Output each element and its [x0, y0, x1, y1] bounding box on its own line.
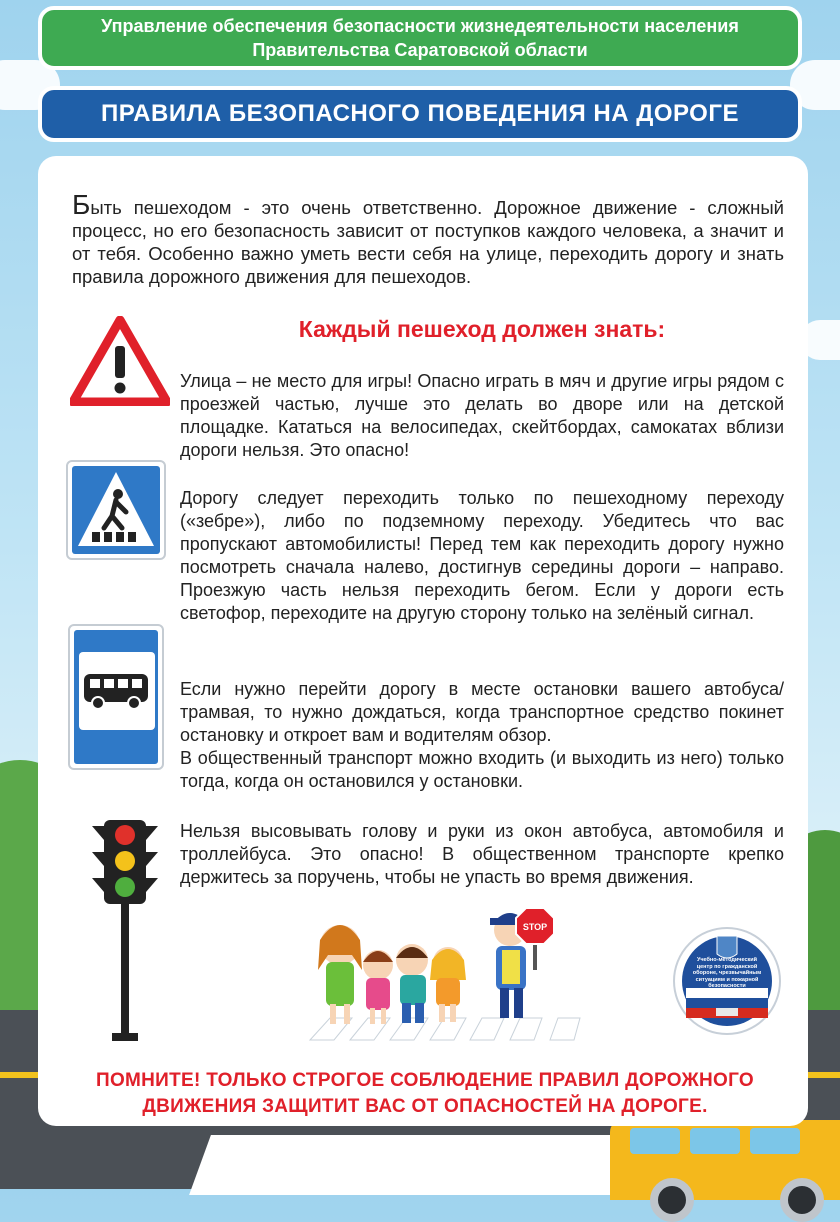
org-line-2: Правительства Саратовской области [252, 40, 588, 60]
bus-illustration [610, 1120, 840, 1200]
traffic-light-icon [90, 818, 160, 1043]
org-header [38, 6, 802, 70]
org-line-1: Управление обеспечения безопасности жизнедеятельности населения [101, 16, 739, 36]
intro-drop-cap: Б [72, 189, 91, 220]
stop-sign-label: STOP [522, 922, 548, 932]
intro-text: ыть пешеходом - это очень ответственно. Дорожное движение - сложный процесс, но его безопасность зависит от поступков каждого человека, а значит и от тебя. Особенно важно уметь вести себя на улице, переходить дорогу и знать правила дорожного движения для пешеходов. [72, 197, 784, 287]
rule-paragraph-windows: Нельзя высовывать голову и руки из окон автобуса, автомобиля и троллейбуса. Это опасно! В общественном транспорте крепко держитесь за поручень, чтобы не упасть во время движения. [180, 821, 784, 887]
rule-paragraph-bus-stop [180, 678, 784, 793]
section-subheading: Каждый пешеход должен знать: [298, 316, 666, 342]
rule-paragraph-crossing: Дорогу следует переходить только по пешеходному переходу («зебре»), либо по подземному переходу. Убедитесь что вас пропускают автомобилисты! Перед тем как переходить дорогу нужно посмотреть сначала налево, достигнув середины дороги – направо. Проезжую часть нельзя переходить бегом. Если у дороги есть светофор, переходите на другую сторону только на зелёный сигнал. [180, 488, 784, 623]
warning-sign-icon [70, 316, 170, 406]
page-title: ПРАВИЛА БЕЗОПАСНОГО ПОВЕДЕНИЯ НА ДОРОГЕ [38, 86, 802, 142]
rule-text-bus-stop: Если нужно перейти дорогу в месте остановки вашего автобуса/трамвая, то нужно дождаться, когда транспортное средство покинет остановку и откроет вам и водителям обзор. [180, 679, 784, 745]
footer-line-2: ДВИЖЕНИЯ ЗАЩИТИТ ВАС ОТ ОПАСНОСТЕЙ НА ДОРОГЕ. [142, 1096, 708, 1117]
rule-text-boarding: В общественный транспорт можно входить (и выходить из него) только тогда, когда он остановился у остановки. [180, 748, 784, 791]
children-crossing-illustration [290, 900, 590, 1045]
footer-warning [60, 1068, 790, 1120]
intro-paragraph [72, 189, 784, 288]
road-crossing-decoration [189, 1135, 651, 1195]
footer-line-1: ПОМНИТЕ! ТОЛЬКО СТРОГОЕ СОБЛЮДЕНИЕ ПРАВИЛ ДОРОЖНОГО [95, 1070, 754, 1091]
rule-paragraph-play: Улица – не место для игры! Опасно играть в мяч и другие игры рядом с проезжей частью, лучше это делать во дворе или на детской площадке. Кататься на велосипедах, скейтбордах, самокатах вблизи дороги нельзя. Это опасно! [180, 371, 784, 460]
bus-stop-sign-icon [68, 624, 164, 770]
pedestrian-crossing-sign-icon [66, 460, 166, 560]
emblem-caption: Учебно-методический центр по гражданской обороне, чрезвычайным ситуациям и пожарной безопасности Саратовской области [692, 957, 762, 996]
